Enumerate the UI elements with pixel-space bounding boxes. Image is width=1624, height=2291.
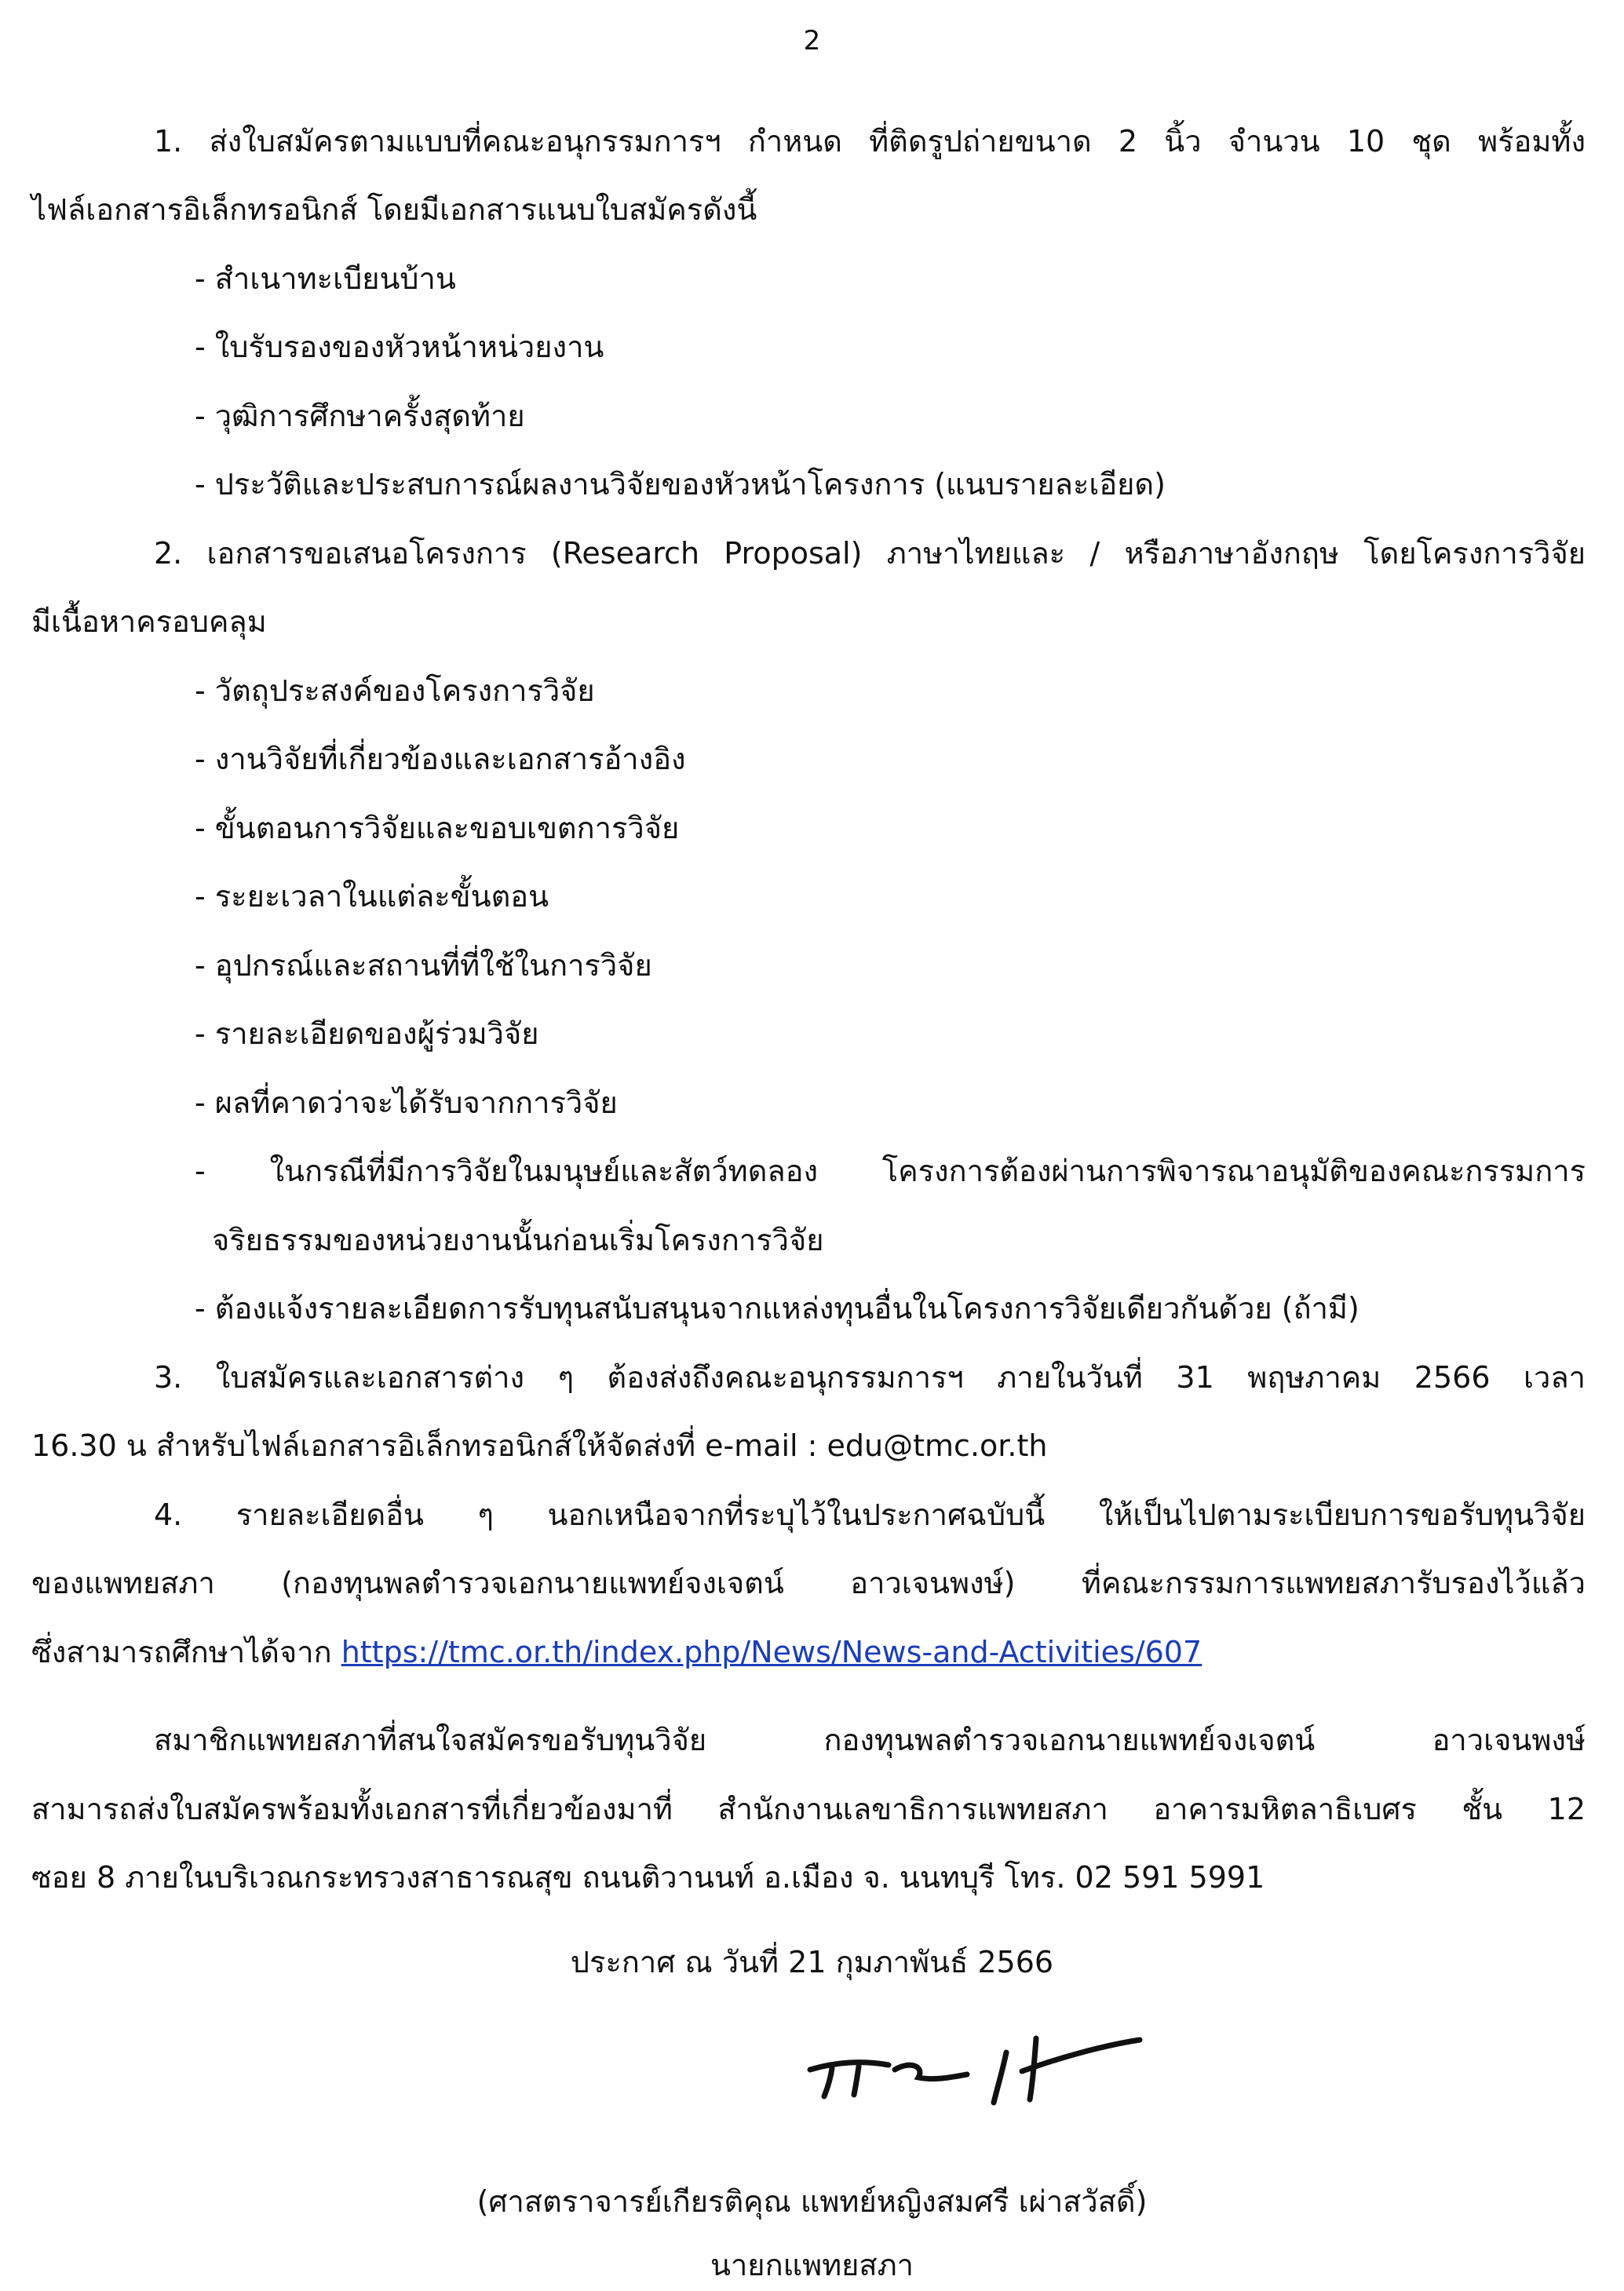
signer-title: นายกแพทยสภา	[710, 2248, 914, 2282]
page-number: 2	[803, 25, 821, 57]
closing-line-1: สมาชิกแพทยสภาที่สนใจสมัครขอรับทุนวิจัย กองทุนพลตำรวจเอกนายแพทย์จงเจตน์ อาวเจนพงษ์	[154, 1723, 1586, 1757]
signer-name: (ศาสตราจารย์เกียรติคุณ แพทย์หญิงสมศรี เผ่าสวัสดิ์)	[476, 2184, 1148, 2219]
item-1-line-1: 1. ส่งใบสมัครตามแบบที่คณะอนุกรรมการฯ กำหนด ที่ติดรูปถ่ายขนาด 2 นิ้ว จำนวน 10 ชุด พร้อมทั้ง	[154, 124, 1586, 159]
bullet-item: - ขั้นตอนการวิจัยและขอบเขตการวิจัย	[195, 811, 680, 845]
bullet-item-continuation: จริยธรรมของหน่วยงานนั้นก่อนเริ่มโครงการวิจัย	[212, 1223, 824, 1257]
announcement-date: ประกาศ ณ วันที่ 21 กุมภาพันธ์ 2566	[570, 1945, 1054, 1979]
item-3-line-1: 3. ใบสมัครและเอกสารต่าง ๆ ต้องส่งถึงคณะอนุกรรมการฯ ภายในวันที่ 31 พฤษภาคม 2566 เวลา	[154, 1360, 1586, 1395]
bullet-item: - สำเนาทะเบียนบ้าน	[195, 261, 456, 296]
bullet-item: - อุปกรณ์และสถานที่ที่ใช้ในการวิจัย	[195, 948, 652, 983]
bullet-item: - ระยะเวลาในแต่ละขั้นตอน	[195, 879, 549, 914]
bullet-item: - วัตถุประสงค์ของโครงการวิจัย	[195, 673, 595, 708]
item-4-line-3	[31, 1629, 1586, 1676]
item-4-line-1: 4. รายละเอียดอื่น ๆ นอกเหนือจากที่ระบุไว้ในประกาศฉบับนี้ ให้เป็นไปตามระเบียบการขอรับทุนวิจัย	[154, 1498, 1586, 1532]
bullet-item: - ใบรับรองของหัวหน้าหน่วยงาน	[195, 330, 604, 364]
bullet-item: - รายละเอียดของผู้ร่วมวิจัย	[195, 1016, 539, 1051]
closing-line-2: สามารถส่งใบสมัครพร้อมทั้งเอกสารที่เกี่ยวข้องมาที่ สำนักงานเลขาธิการแพทยสภา อาคารมหิตลาธิเบศร ชั้น 12	[31, 1792, 1586, 1826]
item-4-line-2: ของแพทยสภา (กองทุนพลตำรวจเอกนายแพทย์จงเจตน์ อาวเจนพงษ์) ที่คณะกรรมการแพทยสภารับรองไว้แล้ว	[31, 1566, 1586, 1600]
item-2-line-1: 2. เอกสารขอเสนอโครงการ (Research Proposal) ภาษาไทยและ / หรือภาษาอังกฤษ โดยโครงการวิจัย	[154, 536, 1586, 571]
tmc-news-link[interactable]: https://tmc.or.th/index.php/News/News-and-Activities/607	[341, 1635, 1202, 1669]
bullet-item: - ผลที่คาดว่าจะได้รับจากการวิจัย	[195, 1085, 618, 1120]
item-1-line-2: ไฟล์เอกสารอิเล็กทรอนิกส์ โดยมีเอกสารแนบใบสมัครดังนี้	[31, 192, 757, 227]
item-2-line-2: มีเนื้อหาครอบคลุม	[31, 604, 267, 639]
link-prefix: ซึ่งสามารถศึกษาได้จาก	[31, 1635, 332, 1669]
bullet-item: - ในกรณีที่มีการวิจัยในมนุษย์และสัตว์ทดลอง โครงการต้องผ่านการพิจารณาอนุมัติของคณะกรรมการ	[195, 1154, 1586, 1188]
item-3-line-2: 16.30 น สำหรับไฟล์เอกสารอิเล็กทรอนิกส์ให้จัดส่งที่ e-mail : edu@tmc.or.th	[31, 1428, 1048, 1463]
closing-line-3: ซอย 8 ภายในบริเวณกระทรวงสาธารณสุข ถนนติวานนท์ อ.เมือง จ. นนทบุรี โทร. 02 591 5991	[31, 1860, 1265, 1895]
bullet-item: - วุฒิการศึกษาครั้งสุดท้าย	[195, 399, 525, 433]
bullet-item: - ต้องแจ้งรายละเอียดการรับทุนสนับสนุนจากแหล่งทุนอื่นในโครงการวิจัยเดียวกันด้วย (ถ้ามี)	[195, 1291, 1359, 1326]
handwritten-signature	[801, 2021, 1146, 2107]
bullet-item: - งานวิจัยที่เกี่ยวข้องและเอกสารอ้างอิง	[195, 742, 686, 776]
bullet-item: - ประวัติและประสบการณ์ผลงานวิจัยของหัวหน้าโครงการ (แนบรายละเอียด)	[195, 467, 1166, 502]
